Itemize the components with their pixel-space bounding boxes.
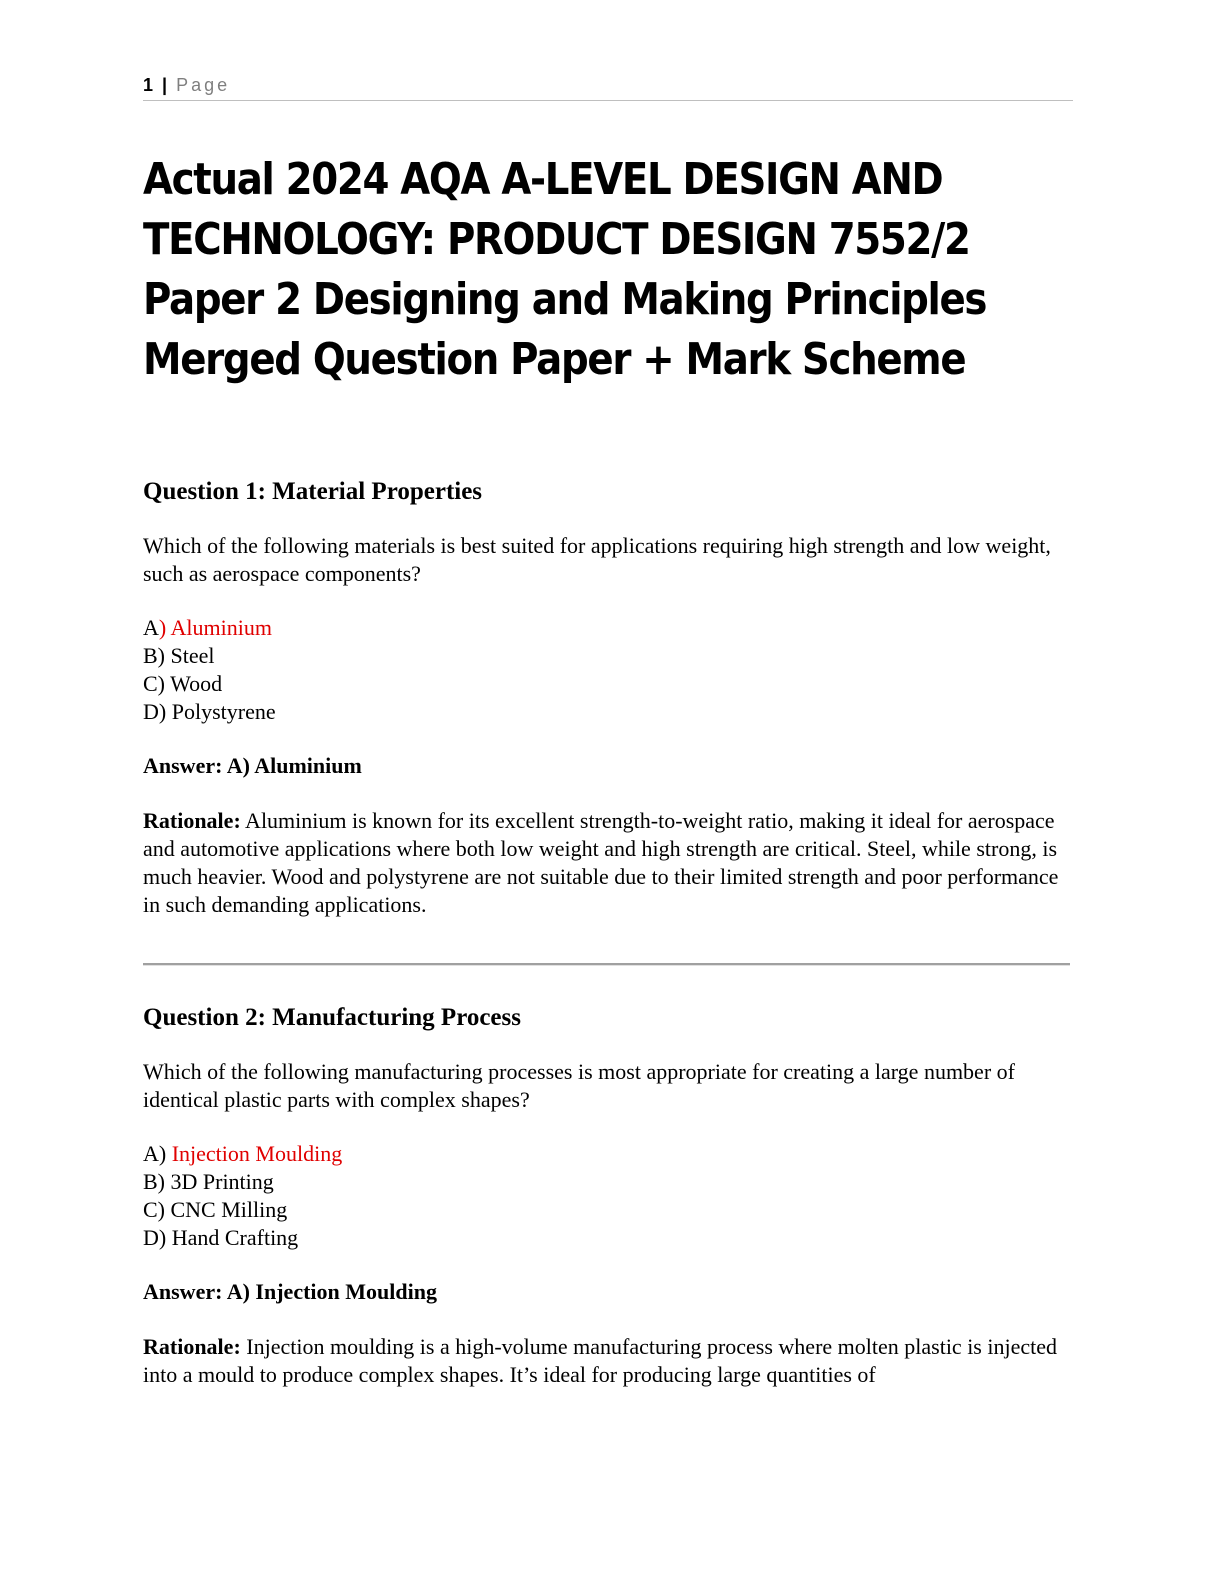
- option-a: [143, 614, 1073, 642]
- rationale-text: Aluminium is known for its excellent strength-to-weight ratio, making it ideal for aerospace and automotive applications where both low weight and high strength are critical. Steel, while strong, is much heavier. Wood and polystyrene are not suitable due to their limited strength and poor performance in such demanding applications.: [143, 808, 1059, 917]
- option-d: [143, 1224, 1073, 1252]
- rationale-paragraph: [143, 1333, 1073, 1389]
- rationale-label: Rationale:: [143, 808, 241, 833]
- rationale-paragraph: [143, 807, 1073, 919]
- document-title: Actual 2024 AQA A-LEVEL DESIGN AND TECHNOLOGY: PRODUCT DESIGN 7552/2 Paper 2 Designing and Making Principles Merged Question Paper + Mark Scheme: [143, 154, 987, 385]
- option-label: 3D Printing: [170, 1169, 274, 1194]
- option-c: [143, 670, 1073, 698]
- question-1: [143, 476, 1073, 919]
- question-text: Which of the following manufacturing processes is most appropriate for creating a large number of identical plastic parts with complex shapes?: [143, 1059, 1015, 1112]
- option-b: [143, 1168, 1073, 1196]
- option-prefix: A: [143, 615, 159, 640]
- option-b: [143, 642, 1073, 670]
- page-header: [143, 74, 1073, 101]
- page-number: 1: [143, 75, 154, 95]
- header-separator: |: [162, 75, 168, 95]
- option-label: Polystyrene: [171, 699, 276, 724]
- rationale-text: Injection moulding is a high-volume manufacturing process where molten plastic is injected into a mould to produce complex shapes. It’s ideal for producing large quantities of: [143, 1334, 1057, 1387]
- option-label-correct: Injection Moulding: [171, 1141, 343, 1166]
- option-prefix: B): [143, 643, 171, 668]
- section-divider: [143, 963, 1070, 966]
- option-prefix: D): [143, 699, 172, 724]
- option-prefix: A): [143, 1141, 172, 1166]
- option-label: Wood: [170, 671, 223, 696]
- question-text: Which of the following materials is best suited for applications requiring high strength and low weight, such as aerospace components?: [143, 533, 1051, 586]
- option-suffix: ): [158, 615, 171, 640]
- option-list: [143, 614, 1073, 726]
- option-prefix: D): [143, 1225, 172, 1250]
- option-c: [143, 1196, 1073, 1224]
- question-heading: Question 2: Manufacturing Process: [143, 1004, 521, 1031]
- option-label-correct: Aluminium: [170, 615, 272, 640]
- option-d: [143, 698, 1073, 726]
- question-2: [143, 1002, 1073, 1389]
- option-prefix: C): [143, 671, 171, 696]
- option-label: Steel: [170, 643, 215, 668]
- question-heading: Question 1: Material Properties: [143, 478, 483, 505]
- option-prefix: C): [143, 1197, 171, 1222]
- answer-line: Answer: A) Injection Moulding: [143, 1279, 437, 1304]
- option-prefix: B): [143, 1169, 171, 1194]
- rationale-label: Rationale:: [143, 1334, 241, 1359]
- option-list: [143, 1140, 1073, 1252]
- option-a: [143, 1140, 1073, 1168]
- answer-line: Answer: A) Aluminium: [143, 753, 362, 778]
- option-label: Hand Crafting: [171, 1225, 299, 1250]
- option-label: CNC Milling: [170, 1197, 288, 1222]
- page-label: Page: [176, 75, 231, 95]
